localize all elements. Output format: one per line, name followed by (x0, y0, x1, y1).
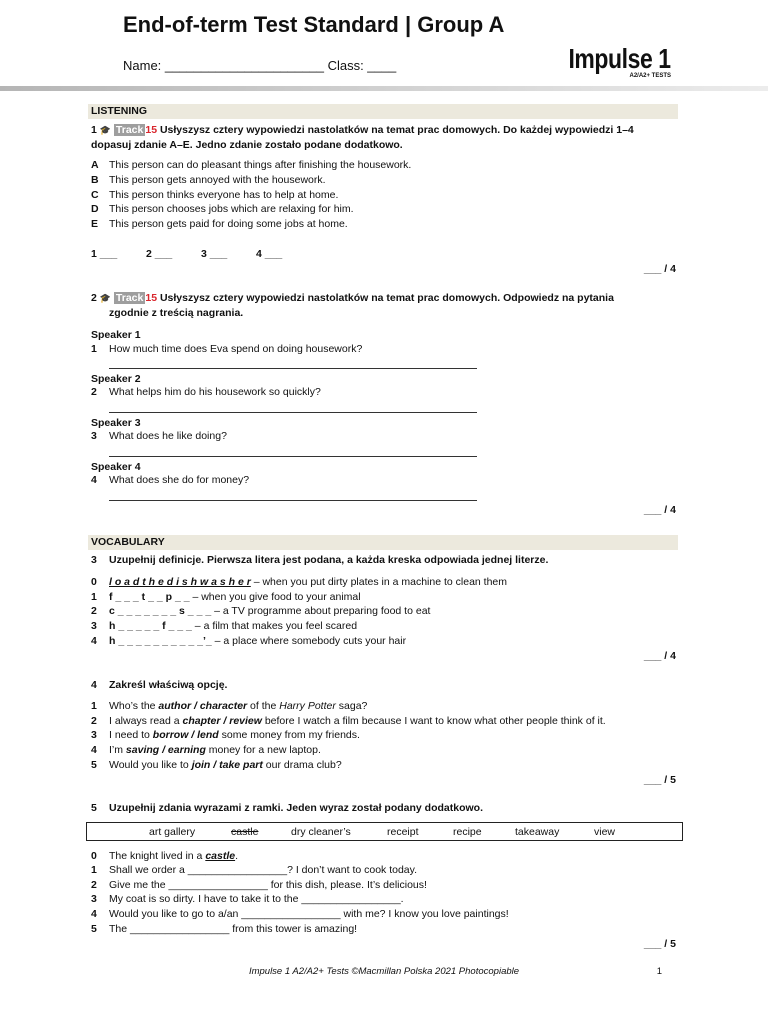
definition-row[interactable] (109, 635, 406, 647)
name-class-line: Name: ______________________ Class: ____ (123, 58, 397, 73)
q3-instruction: Uzupełnij definicje. Pierwsza litera jest podana, a każda kreska odpowiada jednej literze. (109, 554, 549, 566)
q4-score: ___ / 5 (643, 774, 676, 786)
speaker-label: Speaker 4 (91, 461, 141, 473)
choice-sentence (109, 759, 342, 771)
item-number: 2 (91, 715, 97, 727)
page-number: 1 (656, 966, 662, 977)
q3-score: ___ / 4 (643, 650, 676, 662)
q3-number: 3 (91, 554, 97, 566)
footer-text: Impulse 1 A2/A2+ Tests ©Macmillan Polska 2021 Photocopiable (248, 966, 520, 977)
sentence-text: Who’s the (109, 700, 159, 712)
header-divider (0, 86, 768, 91)
choice-options[interactable]: saving / earning (125, 744, 206, 756)
sentence-text: I need to (109, 729, 153, 741)
option-text: This person can do pleasant things after finishing the housework. (109, 159, 412, 171)
q4-instruction: Zakreśl właściwą opcję. (109, 679, 228, 691)
speaker-question: What does she do for money? (109, 474, 250, 486)
choice-sentence (109, 744, 321, 756)
example-answer: l o a d t h e d i s h w a s h e r (109, 576, 251, 588)
sentence-text: before I watch a film because I want to know what other people think of it. (261, 715, 606, 727)
choice-options[interactable]: borrow / lend (152, 729, 219, 741)
speaker-label: Speaker 1 (91, 329, 141, 341)
q2-score: ___ / 4 (643, 504, 676, 516)
example-sentence (109, 850, 238, 862)
sentence-text: The knight lived in a (109, 850, 206, 862)
graduation-cap-icon: 🎓 (99, 125, 111, 135)
option-text: This person thinks everyone has to help at home. (109, 189, 339, 201)
q5-number: 5 (91, 802, 97, 814)
word-box (86, 822, 683, 841)
item-number: 4 (91, 635, 97, 647)
option-text: This person gets annoyed with the housework. (109, 174, 326, 186)
word-box-item: art gallery (149, 826, 196, 838)
q1-instruction-line2: dopasuj zdanie A–E. Jedno zdanie zostało podane dodatkowo. (91, 139, 403, 151)
word-box-item: recipe (453, 826, 482, 838)
item-number: 1 (91, 591, 97, 603)
item-number: 0 (91, 850, 97, 862)
word-blanks[interactable]: c _ _ _ _ _ _ _ s _ _ _ (109, 605, 212, 617)
item-number: 3 (91, 729, 97, 741)
sentence-text: I’m (109, 744, 126, 756)
item-number: 0 (91, 576, 97, 588)
gap-sentence[interactable]: The _________________ from this tower is amazing! (109, 923, 358, 935)
graduation-cap-icon: 🎓 (99, 293, 111, 303)
item-number: 4 (91, 908, 97, 920)
item-number: 2 (91, 605, 97, 617)
option-letter: D (91, 203, 99, 215)
section-listening: LISTENING (88, 104, 678, 119)
q2-number: 2 (91, 292, 97, 304)
speaker-label: Speaker 2 (91, 373, 141, 385)
speaker-label: Speaker 3 (91, 417, 141, 429)
gap-sentence[interactable]: My coat is so dirty. I have to take it to the _________________. (109, 893, 404, 905)
impulse-logo (546, 44, 671, 79)
q1-answer-3[interactable]: 3 ___ (201, 248, 228, 260)
logo-title: Impulse 1 (568, 43, 671, 74)
q1-track-number: 15 (145, 124, 158, 136)
q1-answer-4[interactable]: 4 ___ (256, 248, 283, 260)
definition-text: – a TV programme about preparing food to eat (211, 605, 431, 617)
q2-instruction-line2: zgodnie z treścią nagrania. (109, 307, 244, 319)
word-box-item-used: castle (231, 826, 259, 838)
q4-number: 4 (91, 679, 97, 691)
word-box-item: takeaway (515, 826, 560, 838)
speaker-question: What helps him do his housework so quickly? (109, 386, 321, 398)
definition-row[interactable] (109, 620, 357, 632)
item-number: 3 (91, 620, 97, 632)
q1-track-label: Track (115, 124, 144, 136)
q2-track-label: Track (115, 292, 144, 304)
sentence-text: some money from my friends. (218, 729, 360, 741)
item-number: 1 (91, 700, 97, 712)
option-text: This person gets paid for doing some jobs at home. (109, 218, 348, 230)
example-answer: castle (205, 850, 236, 862)
sentence-text: our drama club? (262, 759, 342, 771)
word-box-item: view (594, 826, 616, 838)
choice-options[interactable]: author / character (158, 700, 248, 712)
question-number: 4 (91, 474, 97, 486)
sentence-text: of the (247, 700, 280, 712)
title-text: Harry Potter (279, 700, 336, 712)
answer-line[interactable] (109, 456, 477, 457)
speaker-question: How much time does Eva spend on doing housework? (109, 343, 363, 355)
item-number: 3 (91, 893, 97, 905)
word-box-item: dry cleaner’s (291, 826, 351, 838)
word-blanks[interactable]: f _ _ _ t _ _ p _ _ (109, 591, 190, 603)
definition-row[interactable] (109, 605, 430, 617)
section-vocabulary: VOCABULARY (88, 535, 678, 550)
sentence-text: money for a new laptop. (205, 744, 321, 756)
sentence-text: I always read a (109, 715, 183, 727)
choice-sentence (109, 715, 606, 727)
item-number: 1 (91, 864, 97, 876)
definition-text: – a place where somebody cuts your hair (211, 635, 407, 647)
item-number: 5 (91, 923, 97, 935)
word-box-item: receipt (387, 826, 419, 838)
definition-row (109, 576, 507, 588)
q5-instruction: Uzupełnij zdania wyrazami z ramki. Jeden wyraz został podany dodatkowo. (109, 802, 484, 814)
choice-options[interactable]: join / take part (191, 759, 263, 771)
gap-sentence[interactable]: Give me the _________________ for this dish, please. It’s delicious! (109, 879, 427, 891)
q1-score: ___ / 4 (643, 263, 676, 275)
option-letter: E (91, 218, 99, 230)
q2-instruction (91, 291, 614, 306)
q5-score: ___ / 5 (643, 938, 676, 950)
option-letter: A (91, 159, 99, 171)
choice-sentence (109, 700, 367, 712)
word-blanks[interactable]: h _ _ _ _ _ _ _ _ _ _’_ (109, 635, 212, 647)
answer-line[interactable] (109, 368, 477, 369)
question-number: 2 (91, 386, 97, 398)
definition-text: – a film that makes you feel scared (191, 620, 358, 632)
definition-text: – when you give food to your animal (189, 591, 361, 603)
answer-line[interactable] (109, 500, 477, 501)
definition-text: – when you put dirty plates in a machine to clean them (250, 576, 508, 588)
q1-number: 1 (91, 124, 97, 136)
q1-instruction-line1: Usłyszysz cztery wypowiedzi nastolatków na temat prac domowych. Do każdej wypowiedzi 1–4 (159, 124, 634, 136)
q1-instruction (91, 123, 634, 138)
question-number: 3 (91, 430, 97, 442)
option-letter: C (91, 189, 99, 201)
sentence-text: . (235, 850, 239, 862)
item-number: 2 (91, 879, 97, 891)
option-text: This person chooses jobs which are relaxing for him. (109, 203, 354, 215)
word-blanks[interactable]: h _ _ _ _ _ f _ _ _ (109, 620, 192, 632)
gap-sentence[interactable]: Shall we order a _________________? I don’t want to cook today. (109, 864, 418, 876)
item-number: 4 (91, 744, 97, 756)
sentence-text: Would you like to (109, 759, 192, 771)
q2-instruction-line1: Usłyszysz cztery wypowiedzi nastolatków na temat prac domowych. Odpowiedz na pytania (159, 292, 614, 304)
option-letter: B (91, 174, 99, 186)
logo-subtitle: A2/A2+ TESTS (629, 73, 671, 79)
definition-row[interactable] (109, 591, 361, 603)
sentence-text: saga? (335, 700, 368, 712)
question-number: 1 (91, 343, 97, 355)
q2-track-number: 15 (145, 292, 158, 304)
page-footer (0, 966, 768, 977)
item-number: 5 (91, 759, 97, 771)
page-title: End-of-term Test Standard | Group A (123, 12, 505, 37)
answer-line[interactable] (109, 412, 477, 413)
choice-options[interactable]: chapter / review (182, 715, 262, 727)
speaker-question: What does he like doing? (109, 430, 227, 442)
choice-sentence (109, 729, 360, 741)
gap-sentence[interactable]: Would you like to go to a/an _________________ with me? I know you love paintings! (109, 908, 509, 920)
q1-answer-1[interactable]: 1 ___ (91, 248, 118, 260)
q1-answer-2[interactable]: 2 ___ (146, 248, 173, 260)
